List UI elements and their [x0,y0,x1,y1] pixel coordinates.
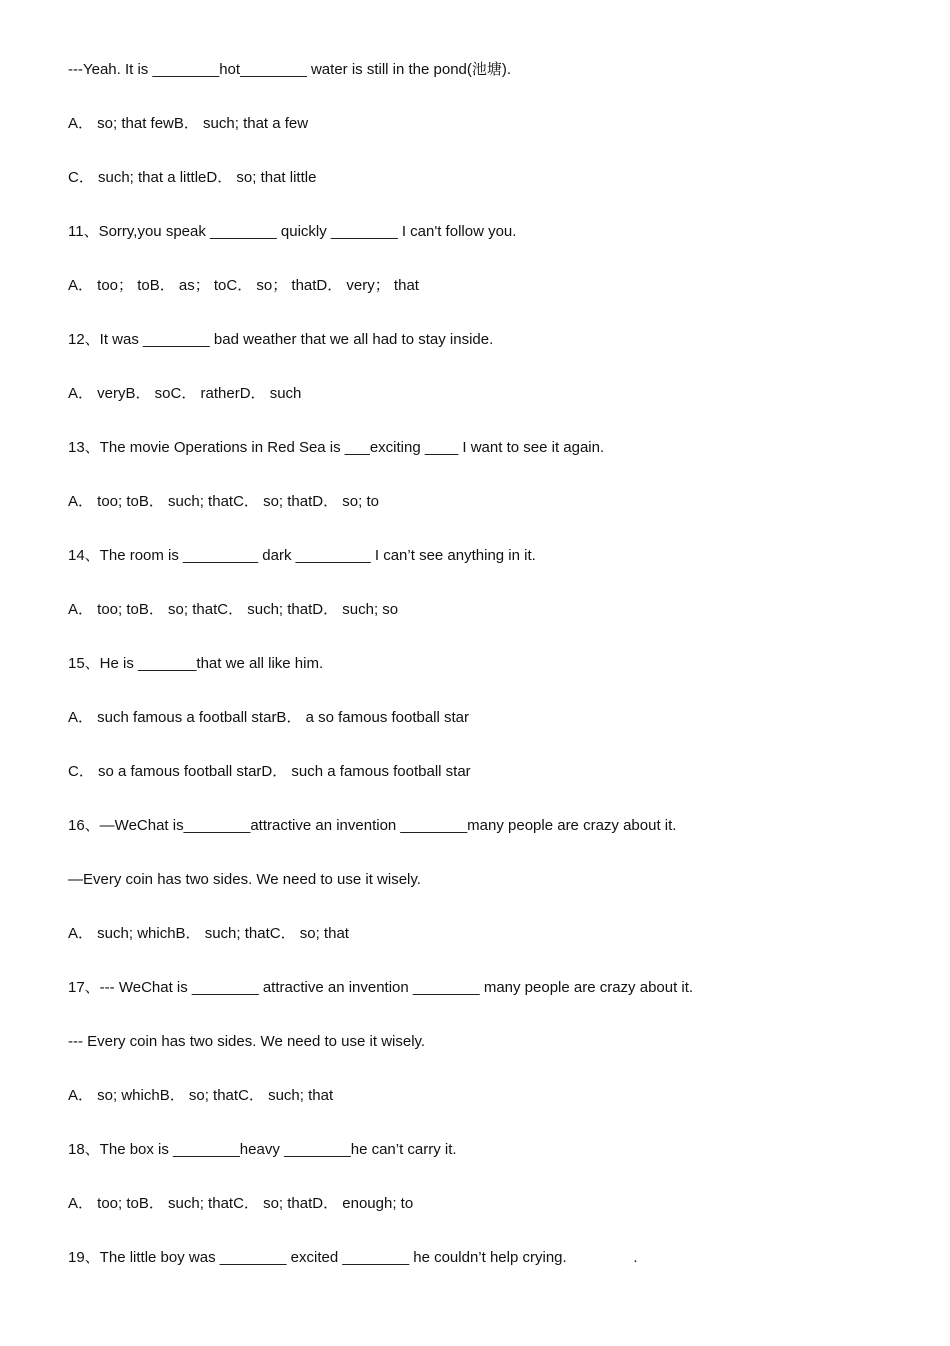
question-11-stem: 11、Sorry,you speak ________ quickly ________ I can't follow you. [68,223,517,240]
question-13-options: A． too; toB． such; thatC． so; thatD． so; to [68,493,379,510]
question-11-options: A． too； toB． as； toC． so； thatD． very； that [68,277,419,294]
question-15-stem: 15、He is _______that we all like him. [68,655,324,672]
question-15-options-ab: A． such famous a football starB． a so famous football star [68,709,470,726]
question-17-options: A． so; whichB． so; thatC． such; that [68,1087,334,1104]
question-12-options: A． veryB． soC． ratherD． such [68,385,302,402]
question-19-stem: 19、The little boy was ________ excited ________ he couldn’t help crying. . [68,1249,638,1266]
question-12-stem: 12、It was ________ bad weather that we all had to stay inside. [68,331,494,348]
question-18-stem: 18、The box is ________heavy ________he can’t carry it. [68,1141,457,1158]
question-16-options: A． such; whichB． such; thatC． so; that [68,925,349,942]
question-16-stem: 16、—WeChat is________attractive an invention ________many people are crazy about it. [68,817,677,834]
question-18-options: A． too; toB． such; thatC． so; thatD． enough; to [68,1195,414,1212]
question-15-options-cd: C． so a famous football starD． such a famous football star [68,763,471,780]
question-16-reply: —Every coin has two sides. We need to use it wisely. [68,871,421,888]
question-14-stem: 14、The room is _________ dark _________ I can’t see anything in it. [68,547,536,564]
question-17-reply: --- Every coin has two sides. We need to use it wisely. [68,1033,426,1050]
question-10-options-ab: A． so; that fewB． such; that a few [68,115,309,132]
question-10-dialogue-line: ---Yeah. It is ________hot________ water is still in the pond(池塘). [68,61,512,78]
question-10-options-cd: C． such; that a littleD． so; that little [68,169,317,186]
question-17-stem: 17、--- WeChat is ________ attractive an invention ________ many people are crazy about it. [68,979,694,996]
question-14-options: A． too; toB． so; thatC． such; thatD． such; so [68,601,399,618]
question-13-stem: 13、The movie Operations in Red Sea is ___exciting ____ I want to see it again. [68,439,605,456]
